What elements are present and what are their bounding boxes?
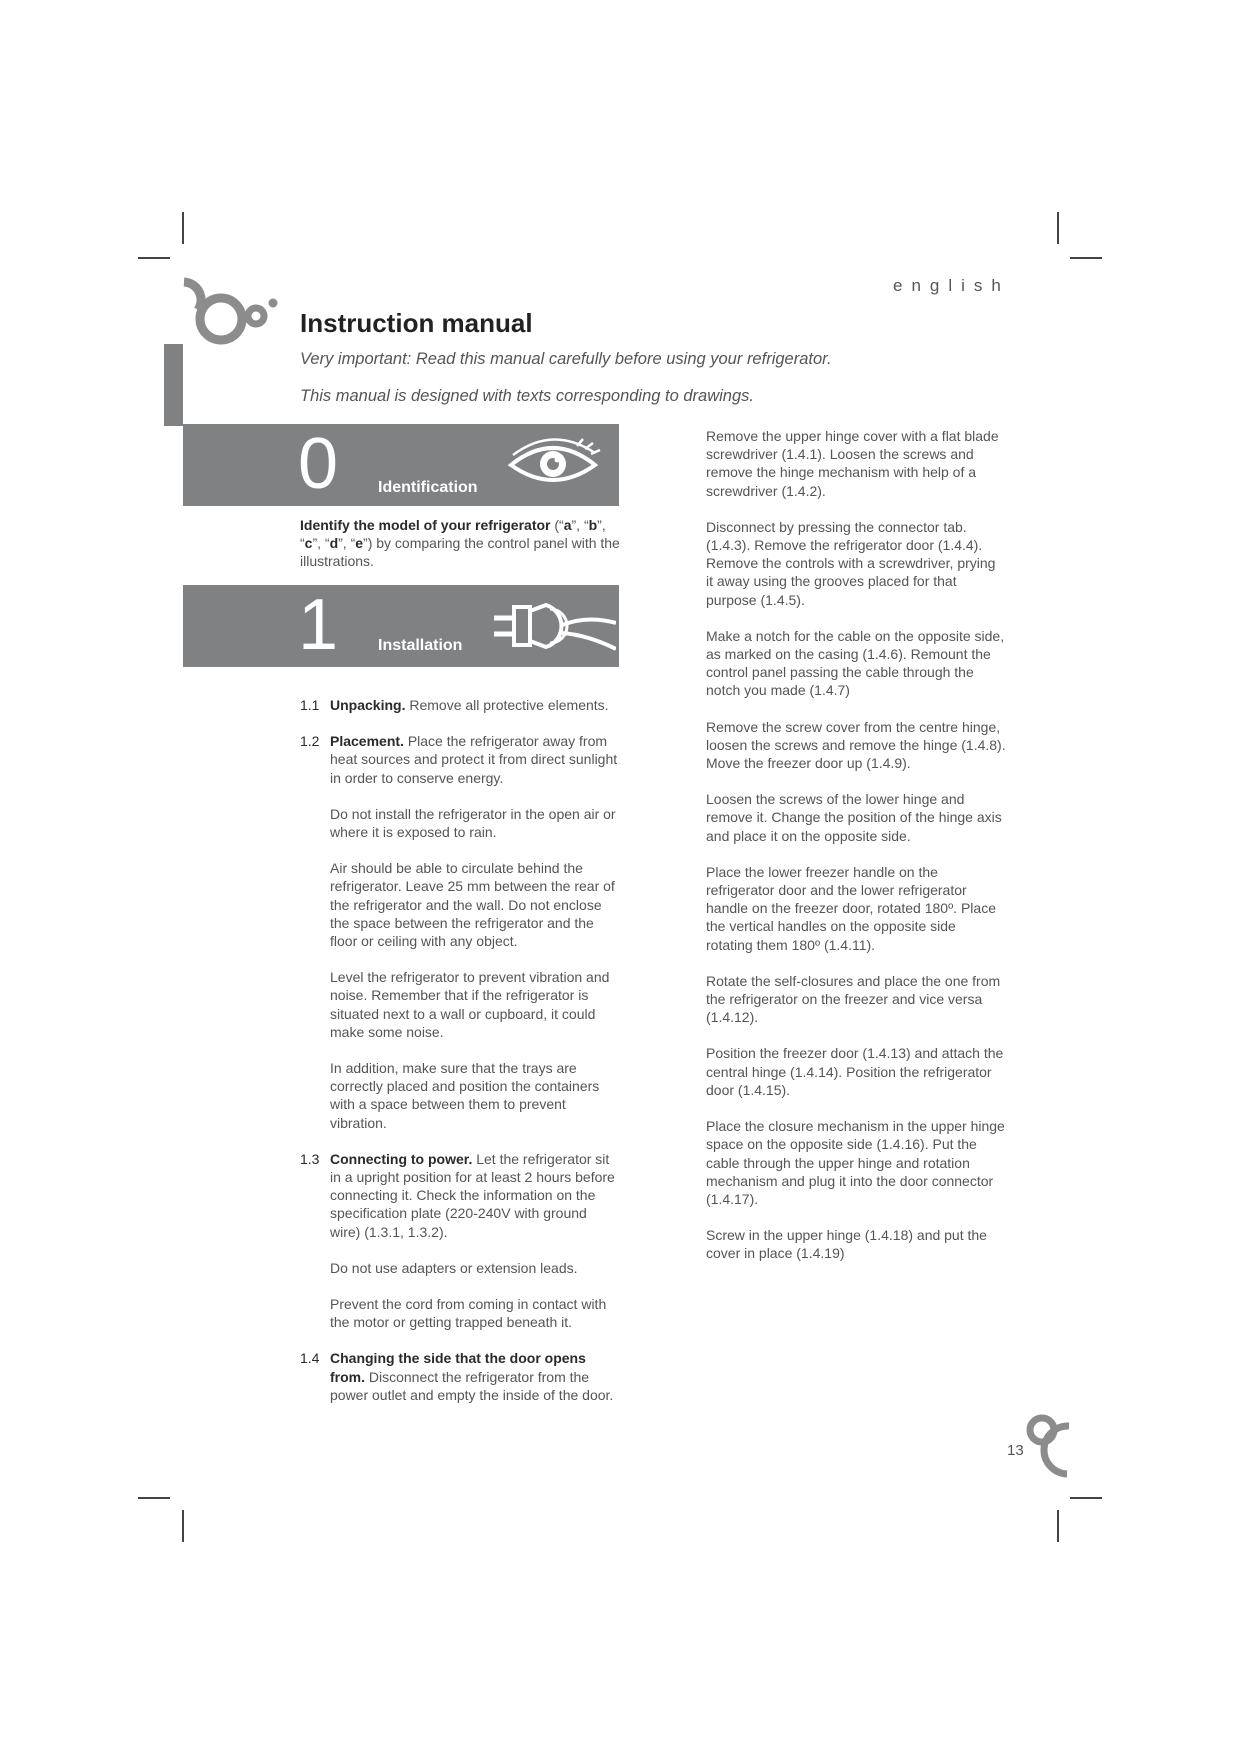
- paragraph: Loosen the screws of the lower hinge and remove it. Change the position of the hinge axis and place it on the opposite side.: [706, 791, 1002, 844]
- intro-drawings: This manual is designed with texts corresponding to drawings.: [300, 387, 754, 405]
- crop-mark-bottom-left-h: [138, 1497, 170, 1499]
- paragraph: Do not use adapters or extension leads.: [330, 1259, 578, 1276]
- paragraph: Remove the screw cover from the centre hinge, loosen the screws and remove the hinge (1.4.8). Move the freezer door up (1.4.9).: [706, 718, 1006, 772]
- crop-mark-top-right-h: [1070, 257, 1102, 259]
- paragraph: Level the refrigerator to prevent vibration and noise. Remember that if the refrigerator is situated next to a wall or cupboard, it could make some noise.: [330, 969, 610, 1040]
- section-number: 1: [298, 585, 339, 665]
- language-label: english: [893, 276, 1010, 295]
- section-band-installation: [183, 585, 619, 667]
- section-label: Identification: [378, 479, 478, 496]
- paragraph: Air should be able to circulate behind the refrigerator. Leave 25 mm between the rear of the refrigerator and the wall. Do not enclose the space between the refrigerator and the floor or ceiling with any object.: [330, 860, 615, 950]
- plug-icon: [488, 597, 616, 655]
- crop-mark-top-left-h: [138, 257, 170, 259]
- paragraph: In addition, make sure that the trays are correctly placed and position the containers with a space between them to prevent vibration.: [330, 1060, 600, 1131]
- paragraph: Rotate the self-closures and place the one from the refrigerator on the freezer and vice versa (1.4.12).: [706, 972, 1001, 1026]
- paragraph: Screw in the upper hinge (1.4.18) and put the cover in place (1.4.19): [706, 1227, 987, 1262]
- paragraph: Place the closure mechanism in the upper hinge space on the opposite side (1.4.16). Put the cable through the upper hinge and rotation mechanism and plug it into the door connector (1.4.17).: [706, 1118, 1005, 1207]
- list-item: 1.4 Changing the side that the door opens from. Disconnect the refrigerator from the power outlet and empty the inside of the door.: [300, 1350, 614, 1403]
- paragraph: Do not install the refrigerator in the open air or where it is exposed to rain.: [330, 805, 616, 841]
- page-title: Instruction manual: [300, 308, 533, 338]
- crop-mark-top-right-v: [1057, 212, 1059, 244]
- section-number: 0: [298, 424, 339, 504]
- margin-accent-bar: [164, 344, 183, 426]
- crop-mark-bottom-right-v: [1057, 1510, 1059, 1542]
- crop-mark-bottom-right-h: [1070, 1497, 1102, 1499]
- identification-text: Identify the model of your refrigerator (“a”, “b”, “c”, “d”, “e”) by comparing the control panel with the illustrations.: [300, 517, 620, 570]
- paragraph: Disconnect by pressing the connector tab. (1.4.3). Remove the refrigerator door (1.4.4). Remove the controls with a screwdriver, prying it away using the grooves placed for that purpose (1.4.5).: [706, 518, 996, 608]
- paragraph: Position the freezer door (1.4.13) and attach the central hinge (1.4.14). Position the refrigerator door (1.4.15).: [706, 1045, 1004, 1098]
- brand-circles-logo-icon: [160, 270, 285, 352]
- eye-icon: [503, 435, 603, 493]
- list-item: 1.3 Connecting to power. Let the refrigerator sit in a upright position for at least 2 hours before connecting it. Check the information on the specification plate (220-240V with ground wire) (1.3.1, 1.3.2). Do not use adapters or extension leads. Prevent the cord from coming in contact with the motor or getting trapped beneath it.: [300, 1150, 620, 1332]
- list-item: 1.2 Placement. Place the refrigerator away from heat sources and protect it from direct sunlight in order to conserve energy. Do not install the refrigerator in the open air or where it is exposed to rain. Air should be able to circulate behind the refrigerator. Leave 25 mm between the rear of the refrigerator and the wall. Do not enclose the space between the refrigerator and the floor or ceiling with any object. Level the refrigerator to prevent vibration and noise. Remember that if the refrigerator is situated next to a wall or cupboard, it could make some noise. In addition, make sure that the trays are correctly placed and position the containers with a space between them to prevent vibration.: [300, 732, 620, 1132]
- paragraph: Place the lower freezer handle on the refrigerator door and the lower refrigerator handle on the freezer door, rotated 180º. Place the vertical handles on the opposite side rotating them 180º (1.4.11).: [706, 863, 996, 953]
- page-number: 13: [1007, 1442, 1024, 1459]
- intro-important: Very important: Read this manual carefully before using your refrigerator.: [300, 350, 832, 368]
- paragraph: Remove the upper hinge cover with a flat blade screwdriver (1.4.1). Loosen the screws and remove the hinge mechanism with help of a screwdriver (1.4.2).: [706, 428, 999, 499]
- footer-circles-logo-icon: [1025, 1408, 1075, 1482]
- section-label: Installation: [378, 637, 463, 654]
- crop-mark-top-left-v: [182, 212, 184, 244]
- installation-list: [300, 696, 620, 1422]
- paragraph: Prevent the cord from coming in contact with the motor or getting trapped beneath it.: [330, 1296, 607, 1331]
- crop-mark-bottom-left-v: [182, 1510, 184, 1542]
- paragraph: Make a notch for the cable on the opposite side, as marked on the casing (1.4.6). Remount the control panel passing the cable through the notch you made (1.4.7): [706, 627, 1005, 699]
- section-band-identification: [183, 424, 619, 506]
- door-reversal-steps: [706, 427, 1006, 1281]
- list-item: 1.1 Unpacking. Remove all protective elements.: [300, 697, 609, 713]
